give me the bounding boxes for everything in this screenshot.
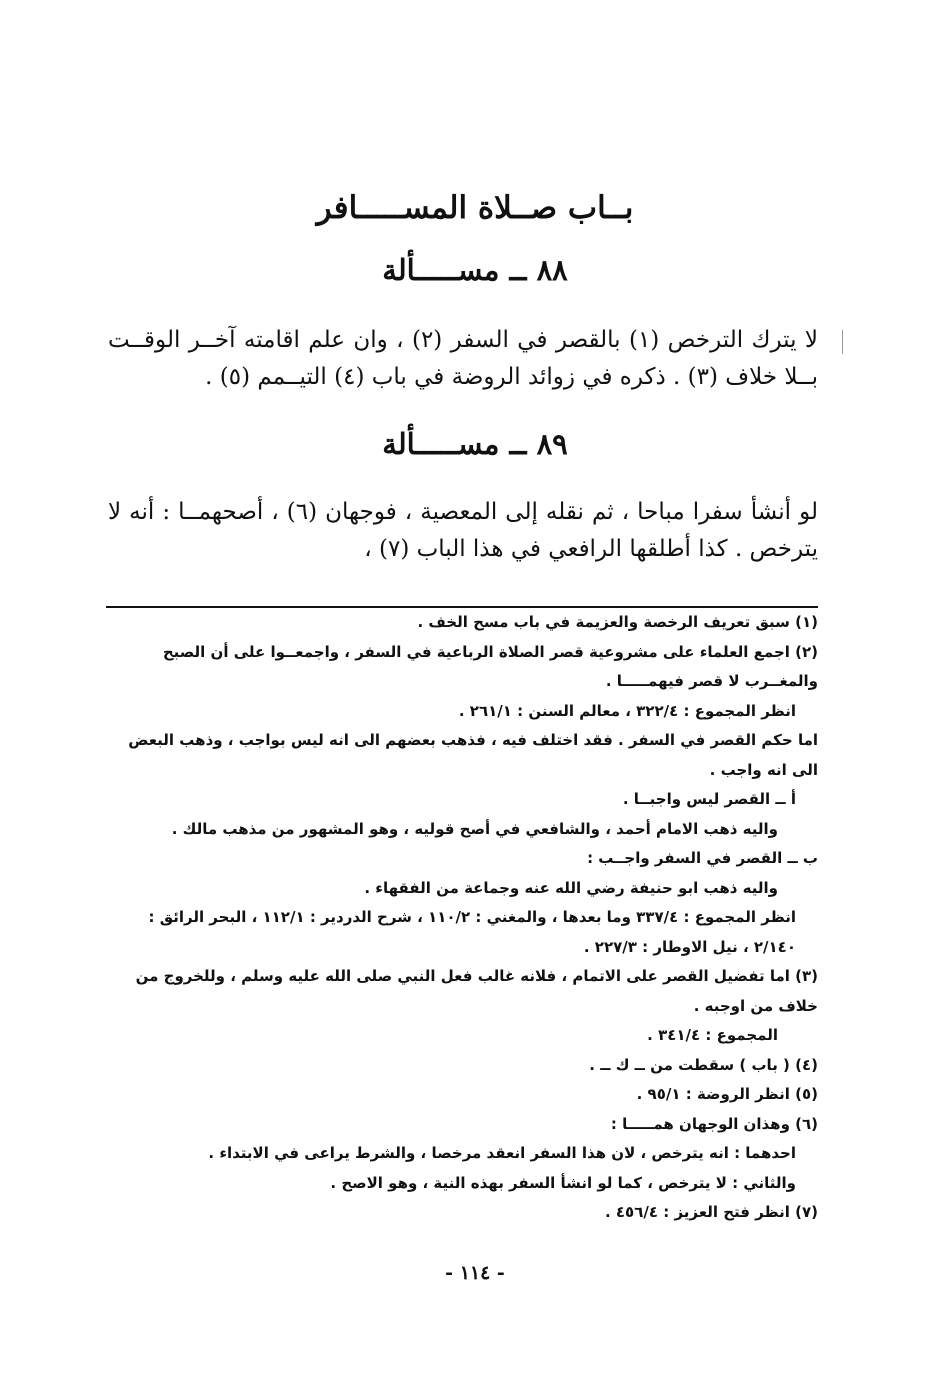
footnote-2-reference: انظر المجموع : ٣٢٢/٤ ، معالم السنن : ٢٦١/١ . — [458, 701, 796, 720]
footnote-7: (٧) انظر فتح العزيز : ٤٥٦/٤ . — [604, 1203, 818, 1221]
footnote-1: (١) سبق تعريف الرخصة والعزيمة في باب مسح الخف . — [417, 613, 818, 631]
footnotes — [110, 608, 818, 1228]
footnote-6-first: احدهما : انه يترخص ، لان هذا السفر انعقد مرخصا ، والشرط يراعى في الابتداء . — [208, 1144, 796, 1162]
footnote-3-reference: المجموع : ٣٤١/٤ . — [647, 1026, 778, 1044]
footnote-2-opinion-b-holders: واليه ذهب ابو حنيفة رضي الله عنه وجماعة من الفقهاء . — [364, 878, 778, 897]
issue-89-text: لو أنشأ سفرا مباحا ، ثم نقله إلى المعصية ، فوجهان (٦) ، أصحهمــا : أنه لا يترخص . كذا أطلقها الرافعي في هذا الباب (٧) ، — [108, 499, 818, 562]
footnote-5: (٥) انظر الروضة : ٩٥/١ . — [636, 1085, 818, 1103]
footnote-4: (٤) ( باب ) سقطت من ــ ك ــ . — [589, 1055, 818, 1074]
issue-88-text: لا يترك الترخص (١) بالقصر في السفر (٢) ، وان علم اقامته آخــر الوقــت بــلا خلاف (٣) . ذكره في زوائد الروضة في باب (٤) التيــمم (٥) . — [108, 327, 819, 390]
footnote-6: (٦) وهذان الوجهان همـــــا : — [610, 1114, 818, 1133]
footnote-2-ruling: اما حكم القصر في السفر . فقد اختلف فيه ، فذهب بعضهم الى انه ليس بواجب ، وذهب البعض الى انه واجب . — [128, 731, 818, 779]
footnote-3: (٣) اما تفضيل القصر على الاتمام ، فلانه غالب فعل النبي صلى الله عليه وسلم ، وللخروج من خلاف من اوجبه . — [135, 967, 818, 1015]
issue-88-heading: ٨٨ ــ مســـــألة — [382, 253, 568, 287]
footnote-6-second: والثاني : لا يترخص ، كما لو انشأ السفر بهذه النية ، وهو الاصح . — [330, 1173, 796, 1192]
page-number: - ١١٤ - — [445, 1262, 505, 1284]
footnote-2: (٢) اجمع العلماء على مشروعية قصر الصلاة الرباعية في السفر ، واجمعــوا على أن الصبح والمغــرب لا قصر فيهمـــــا . — [162, 642, 818, 690]
footnote-2-opinion-b: ب ــ القصر في السفر واجــب : — [587, 849, 818, 867]
margin-mark — [842, 330, 843, 354]
issue-89-heading: ٨٩ ــ مســـــألة — [382, 427, 568, 461]
footnote-2-sources: انظر المجموع : ٣٣٧/٤ وما بعدها ، والمغني : ١١٠/٢ ، شرح الدردير : ١١٢/١ ، البحر الرائق : ٢/١٤٠ ، نيل الاوطار : ٢٢٧/٣ . — [148, 908, 796, 956]
footnote-2-opinion-a-holders: واليه ذهب الامام أحمد ، والشافعي في أصح قوليه ، وهو المشهور من مذهب مالك . — [171, 819, 778, 838]
chapter-title: بــاب صــلاة المســـــافر — [316, 190, 634, 226]
footnote-2-opinion-a: أ ــ القصر ليس واجبــا . — [622, 790, 796, 808]
